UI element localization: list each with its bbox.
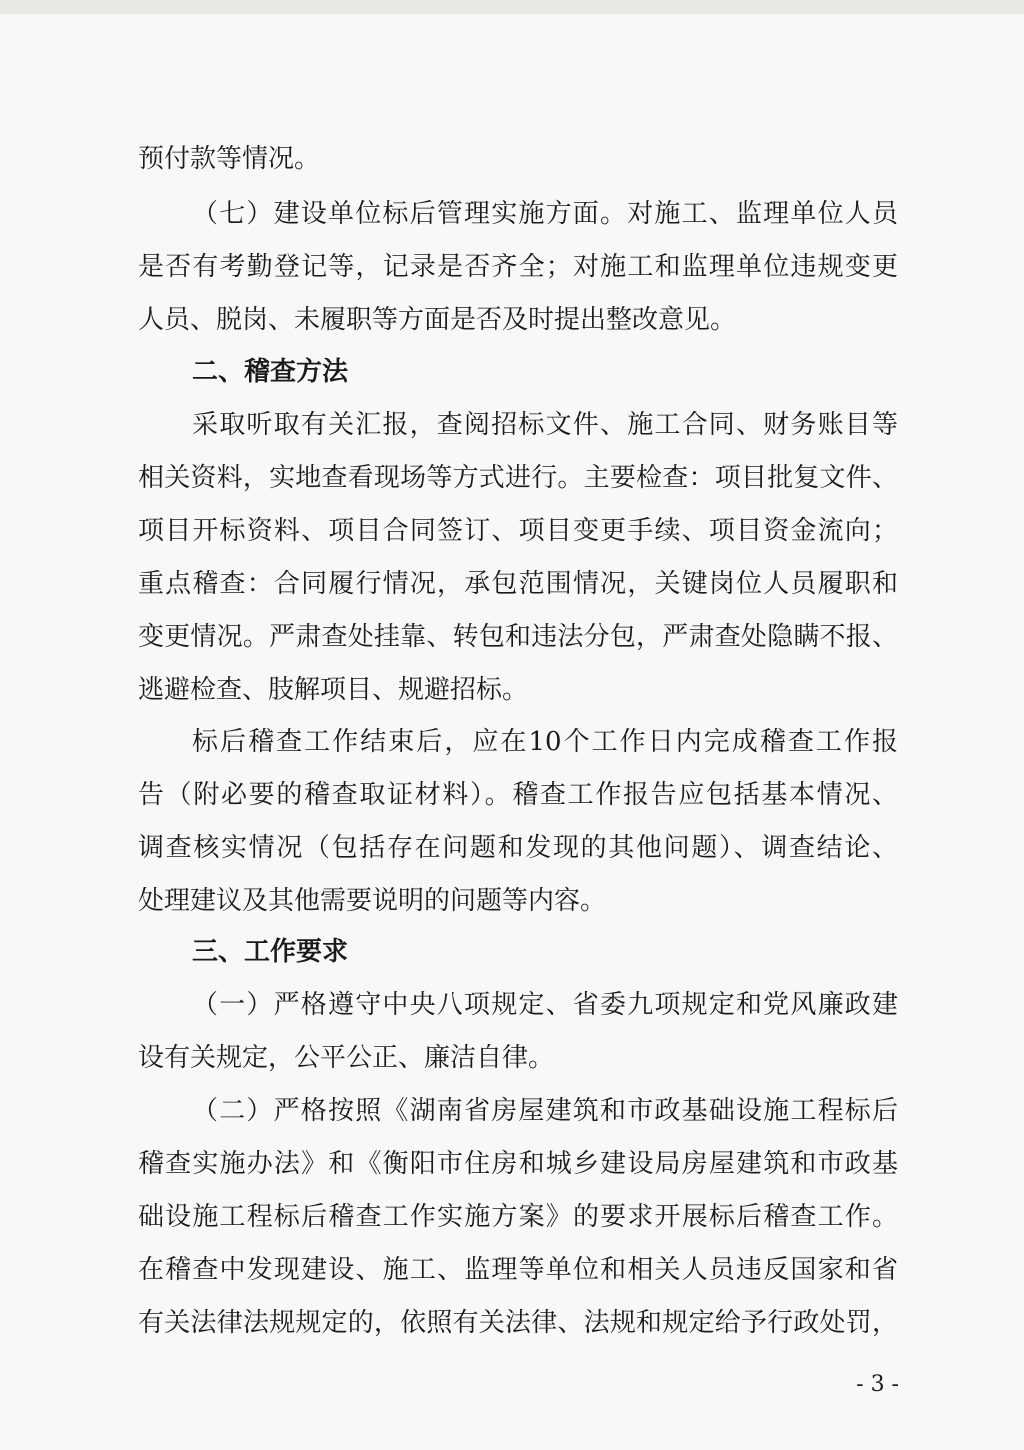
page-number: - 3 - xyxy=(856,1372,899,1397)
scan-edge xyxy=(0,0,1024,14)
text-line: （七）建设单位标后管理实施方面。对施工、监理单位人员 xyxy=(192,199,898,229)
text-line: 相关资料，实地查看现场等方式进行。主要检查：项目批复文件、 xyxy=(138,463,898,493)
text-line: 告（附必要的稽查取证材料）。稽查工作报告应包括基本情况、 xyxy=(138,780,898,810)
text-line: 调查核实情况（包括存在问题和发现的其他问题）、调查结论、 xyxy=(138,833,898,863)
text-line: 设有关规定，公平公正、廉洁自律。 xyxy=(138,1043,555,1073)
text-line: 础设施工程标后稽查工作实施方案》的要求开展标后稽查工作。 xyxy=(138,1202,898,1232)
text-line: 人员、脱岗、未履职等方面是否及时提出整改意见。 xyxy=(138,305,737,335)
text-line: 稽查实施办法》和《衡阳市住房和城乡建设局房屋建筑和市政基 xyxy=(138,1149,898,1179)
text-line: 标后稽查工作结束后，应在10个工作日内完成稽查工作报 xyxy=(192,727,898,757)
text-line: 重点稽查：合同履行情况，承包范围情况，关键岗位人员履职和 xyxy=(138,569,898,599)
text-line: 逃避检查、肢解项目、规避招标。 xyxy=(138,675,529,705)
text-line: （二）严格按照《湖南省房屋建筑和市政基础设施工程标后 xyxy=(192,1096,898,1126)
section-heading-inspection-method: 二、稽查方法 xyxy=(192,357,349,387)
text-line: 采取听取有关汇报，查阅招标文件、施工合同、财务账目等 xyxy=(192,410,898,440)
paragraph-advance-payment xyxy=(138,133,898,186)
text-line: 有关法律法规规定的，依照有关法律、法规和规定给予行政处罚， xyxy=(138,1308,898,1338)
text-line: 在稽查中发现建设、施工、监理等单位和相关人员违反国家和省 xyxy=(138,1255,898,1285)
paragraph-inspection-method xyxy=(138,399,898,717)
section-heading-work-requirements: 三、工作要求 xyxy=(192,937,349,967)
text-line: 是否有考勤登记等，记录是否齐全；对施工和监理单位违规变更 xyxy=(138,252,898,282)
paragraph-inspection-report xyxy=(138,716,898,928)
text-line: 处理建议及其他需要说明的问题等内容。 xyxy=(138,886,607,916)
text-line: （一）严格遵守中央八项规定、省委九项规定和党风廉政建 xyxy=(192,990,898,1020)
text-line: 预付款等情况。 xyxy=(138,144,321,174)
text-line: 项目开标资料、项目合同签订、项目变更手续、项目资金流向； xyxy=(138,516,898,546)
text-line: 变更情况。严肃查处挂靠、转包和违法分包，严肃查处隐瞒不报、 xyxy=(138,622,898,652)
paragraph-requirement-two xyxy=(138,1085,898,1350)
paragraph-management-implementation xyxy=(138,188,898,347)
paragraph-requirement-one xyxy=(138,979,898,1085)
